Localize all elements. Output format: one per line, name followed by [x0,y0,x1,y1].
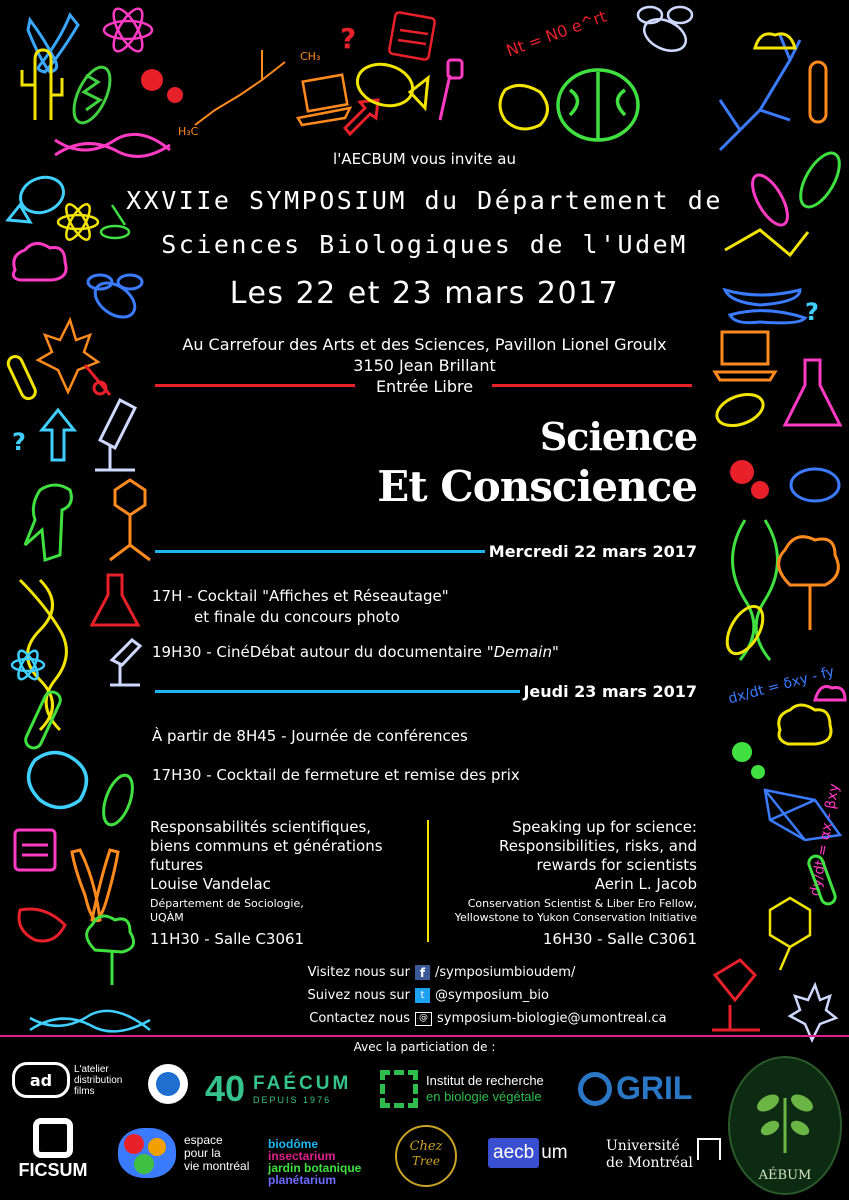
chem-label: CH₃ [300,50,321,63]
aebum-logo [728,1056,842,1195]
arrow-doodle [345,100,378,134]
insectarium: insectarium [268,1149,336,1163]
contact-facebook [270,961,670,984]
goggles-doodle [19,909,65,941]
equation-doodle: dx/dt = δxy - fy [726,663,837,708]
day1-event1-line1: 17H - Cocktail "Affiches et Réseautage" [152,587,449,605]
theme-line1: Science [539,414,697,459]
jardin-botanique: jardin botanique [268,1161,362,1175]
aebum-name: AÉBUM [758,1168,812,1183]
chemical-formula-doodle [195,50,285,125]
cell-doodle [500,85,548,129]
bee-doodle [638,7,692,57]
day1-event2-suffix: " [551,643,559,661]
faecum-number: 40 [205,1068,246,1109]
tree-doodle [87,916,134,985]
gear-doodle [730,460,769,499]
notebook-doodle [389,12,436,60]
symposium-title-line1: XXVIIe SYMPOSIUM du Département de [126,186,723,215]
day2-event2: 17H30 - Cocktail de fermeture et remise des prix [152,766,520,784]
atelier-line1: L'atelier [74,1063,109,1075]
symposium-title-line2: Sciences Biologiques de l'UdeM [161,230,688,259]
microscope-doodle [110,640,140,685]
faecum-name: FAÉCUM [253,1073,352,1094]
espace-line1: espace [184,1132,223,1147]
twitter-link[interactable]: @symposium_bio [435,988,549,1003]
talk-right-affiliation1: Conservation Scientist & Liber Ero Fellow, [467,897,697,910]
udem-mark-icon [697,1138,721,1160]
talk-right-title-line3: rewards for scientists [536,856,697,874]
irbv-logo [380,1070,544,1108]
twitter-label: Suivez nous sur [307,988,410,1003]
chez-line2: Tree [412,1154,440,1168]
theme-line2: Et Conscience [377,462,697,511]
day1-event2-film: Demain [493,643,552,661]
venue [0,334,849,397]
talk-left-speaker: Louise Vandelac [150,875,271,893]
space-for-life-logo [268,1138,361,1186]
gear-doodle [141,69,183,103]
contact-block [270,961,670,1030]
talk-left-affiliation1: Département de Sociologie, [150,897,304,910]
day1-event1-line2: et finale du concours photo [194,608,400,626]
blue-divider-day2 [155,690,520,693]
day1-event1 [152,586,449,628]
talk-right [407,818,697,949]
irbv-line2: en biologie végétale [426,1089,542,1104]
blue-divider-day1 [155,550,485,553]
venue-address: 3150 Jean Brillant [353,356,496,375]
chez-line1: Chez [409,1139,443,1154]
day1-title: Mercredi 22 mars 2017 [488,542,697,561]
test-tube-doodle [23,689,63,750]
phylogeny-doodle [720,35,800,150]
arrow-doodle [42,410,74,460]
talk-left-title-line3: futures [150,856,204,874]
talk-right-time: 16H30 - Salle C3061 [542,930,697,948]
red-divider-left [155,384,355,387]
mitochondria-doodle [67,62,118,128]
espace-logo [118,1128,249,1178]
atelier-line3: films [74,1085,95,1097]
microscope-doodle [95,400,135,470]
facebook-label: Visitez nous sur [307,965,410,980]
day2-title: Jeudi 23 mars 2017 [523,682,697,701]
talk-left-time: 11H30 - Salle C3061 [150,930,305,948]
facebook-link[interactable]: /symposiumbioudem/ [435,965,576,980]
ficsum-mark-icon [33,1118,73,1158]
magenta-divider [0,1035,849,1037]
facebook-icon: f [415,965,430,980]
fish-doodle [353,58,428,111]
espace-mark-icon [118,1128,176,1178]
chez-tree-logo [395,1125,457,1187]
cell-doodle [29,753,87,808]
day2-event1: À partir de 8H45 - Journée de conférences [152,727,468,745]
talk-left-affiliation2: UQÀM [150,911,184,924]
event-dates: Les 22 et 23 mars 2017 [229,276,620,311]
poop-doodle [815,687,845,701]
udem-logo [606,1138,721,1172]
aecbum-part2: um [541,1142,568,1163]
chem-label: H₃C [178,125,199,138]
atom-doodle [104,5,152,56]
laptop-doodle [298,75,350,125]
udem-line1: Université [606,1138,680,1154]
talk-right-speaker: Aerin L. Jacob [594,875,697,893]
red-divider-right [492,384,692,387]
venue-admission: Entrée Libre [375,377,474,396]
ficsum-logo [18,1118,88,1181]
virus-doodle [110,480,150,560]
sheep-doodle [779,705,831,744]
talk-right-affiliation2: Yellowstone to Yukon Conservation Initiative [454,911,697,924]
day1-event2-prefix: 19H30 - CinéDébat autour du documentaire " [152,643,494,661]
email-label: Contactez nous [309,1011,410,1026]
microscope-doodle [712,960,760,1030]
atelier-mark-icon: ad [12,1062,70,1098]
email-link[interactable]: symposium-biologie@umontreal.ca [437,1011,667,1026]
biodome: biodôme [268,1137,318,1151]
talk-left-title-line2: biens communs et générations [150,837,383,855]
contact-email [270,1007,670,1030]
invitation-text: l'AECBUM vous invite au [333,150,516,168]
irbv-mark-icon [380,1070,418,1108]
aecbum-logo [488,1138,570,1168]
question-mark-doodle: ? [340,22,357,55]
tree-doodle [779,537,839,630]
ficsum-name: FICSUM [18,1160,88,1180]
talk-left-title-line1: Responsabilités scientifiques, [150,818,372,836]
dinosaur-doodle [25,485,71,560]
notebook-doodle [15,830,55,870]
talk-left [150,818,420,949]
flask-circle-logo-icon [148,1064,188,1104]
test-tube-doodle [810,62,826,122]
planetarium: planétarium [268,1173,337,1187]
talk-right-title-line2: Responsibilities, risks, and [498,837,697,855]
chromosome-doodle [72,850,118,921]
contact-twitter [270,984,670,1007]
talk-right-title-line1: Speaking up for science: [512,818,697,836]
udem-line2: de Montréal [606,1155,693,1171]
brain-doodle [558,70,638,140]
gear-doodle [732,742,765,779]
tree-logo-icon [730,1058,840,1168]
mitochondria-doodle [98,771,138,828]
venue-name: Au Carrefour des Arts et des Sciences, Pavillon Lionel Groulx [182,335,667,354]
twitter-icon: t [415,988,430,1003]
dna-doodle [30,1011,150,1032]
flask-doodle [92,575,138,625]
chemical-formula-doodle [770,898,810,970]
faecum-sub: DEPUIS 1976 [253,1095,332,1105]
espace-line3: vie montréal [184,1158,250,1173]
gril-mark-icon [578,1072,612,1106]
atelier-logo [12,1062,122,1098]
equation-doodle: Nt = N0 e^rt [503,6,610,61]
atelier-line2: distribution [74,1074,123,1086]
pipette-doodle [440,60,462,120]
equation-doodle: dy/dt = αx - βxy [807,782,843,898]
maple-leaf-doodle [790,985,836,1040]
question-mark-doodle: ? [805,298,819,326]
email-icon: @ [415,1012,432,1026]
aecbum-part1: aecb [488,1138,539,1168]
question-mark-doodle: ? [12,428,26,456]
day1-event2 [152,642,559,663]
irbv-line1: Institut de recherche [426,1073,544,1088]
faecum-logo [205,1068,351,1110]
gril-logo [578,1070,692,1107]
espace-line2: pour la [184,1145,221,1160]
cell-doodle [791,469,839,501]
gril-name: GRIL [616,1070,693,1106]
poop-doodle [755,34,795,48]
partners-label: Avec la particiation de : [353,1040,496,1054]
